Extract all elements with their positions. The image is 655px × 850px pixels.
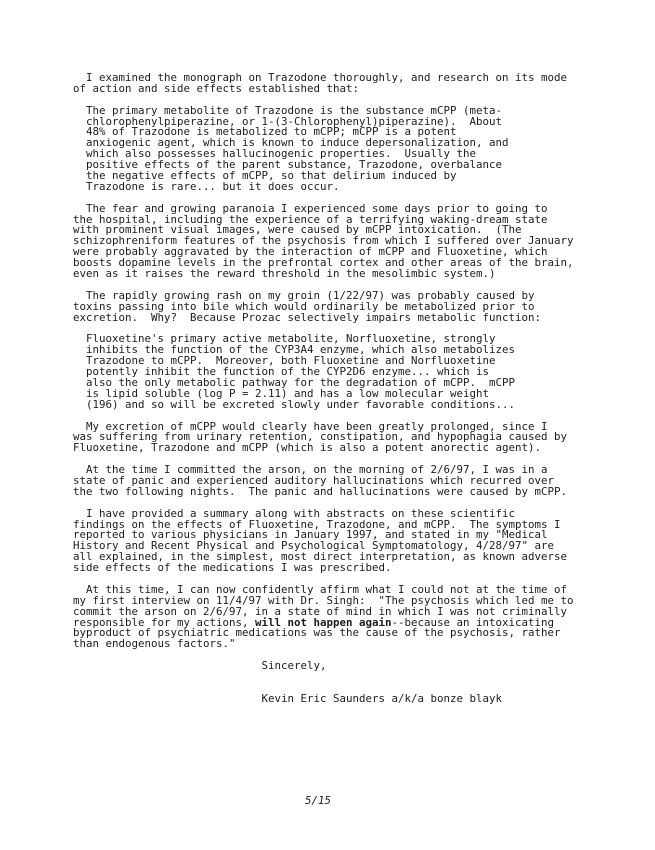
- letter-text: is lipid soluble (log P = 2.11) and has a low molecular weight: [73, 386, 490, 400]
- letter-text: I have provided a summary along with abstracts on these scientific: [73, 506, 516, 520]
- letter-text: Fluoxetine's primary active metabolite, Norfluoxetine, strongly: [73, 332, 496, 346]
- letter-text: positive effects of the parent substance, Trazodone, overbalance: [73, 158, 503, 172]
- letter-text: commit the arson on 2/6/97, in a state of mind in which I was not criminally: [73, 604, 568, 618]
- letter-text: inhibits the function of the CYP3A4 enzyme, which also metabolizes: [73, 343, 516, 357]
- letter-line: [73, 81, 574, 95]
- letter-text: At the time I committed the arson, on the morning of 2/6/97, I was in a: [73, 463, 548, 477]
- letter-text: than endogenous factors.": [73, 637, 236, 651]
- letter-text: my first interview on 11/4/97 with Dr. Singh: "The psychosis which led me to: [73, 593, 574, 607]
- letter-line: [73, 484, 574, 498]
- letter-text: Kevin Eric Saunders a/k/a bonze blayk: [73, 691, 503, 705]
- letter-text: the negative effects of mCPP, so that delirium induced by: [73, 169, 457, 183]
- letter-line: [73, 310, 574, 324]
- letter-text: findings on the effects of Fluoxetine, Trazodone, and mCPP. The symptoms I: [73, 517, 561, 531]
- letter-line: [73, 639, 574, 650]
- letter-line: [73, 179, 574, 193]
- letter-text: were probably aggravated by the interaction of mCPP and Fluoxetine, which: [73, 245, 548, 259]
- letter-text: was suffering from urinary retention, constipation, and hypophagia caused by: [73, 430, 568, 444]
- letter-text: History and Recent Physical and Psychological Symptomatology, 4/28/97" are: [73, 539, 555, 553]
- letter-text: potently inhibit the function of the CYP2D6 enzyme... which is: [73, 365, 490, 379]
- letter-text: My excretion of mCPP would clearly have been greatly prolonged, since I: [73, 419, 548, 433]
- letter-body: [73, 73, 574, 705]
- letter-text: boosts dopamine levels in the prefrontal cortex and other areas of the brain,: [73, 256, 574, 270]
- letter-line: [73, 672, 574, 683]
- letter-text: 48% of Trazodone is metabolized to mCPP; mCPP is a potent: [73, 125, 457, 139]
- letter-text: responsible for my actions,: [73, 615, 256, 629]
- letter-text: state of panic and experienced auditory hallucinations which recurred over: [73, 473, 555, 487]
- letter-text: The fear and growing paranoia I experienced some days prior to going to: [73, 201, 548, 215]
- letter-text: toxins passing into bile which would ordinarily be metabolized prior to: [73, 299, 535, 313]
- letter-text: byproduct of psychiatric medications was the cause of the psychosis, rather: [73, 626, 561, 640]
- letter-text: reported to various physicians in January 1997, and stated in my "Medical: [73, 528, 548, 542]
- emphasized-text: will not happen again: [255, 615, 392, 629]
- letter-text: the two following nights. The panic and hallucinations were caused by mCPP.: [73, 484, 568, 498]
- letter-line: [73, 563, 574, 574]
- letter-text: anxiogenic agent, which is known to induce depersonalization, and: [73, 136, 509, 150]
- letter-text: all explained, in the simplest, most direct interpretation, as known adverse: [73, 550, 568, 564]
- letter-text: even as it raises the reward threshold in the mesolimbic system.): [73, 267, 496, 281]
- letter-text: I examined the monograph on Trazodone thoroughly, and research on its mode: [73, 71, 568, 84]
- letter-line: [73, 661, 574, 672]
- letter-text: Trazodone is rare... but it does occur.: [73, 179, 340, 193]
- letter-line: [73, 397, 574, 411]
- letter-text: of action and side effects established that:: [73, 81, 360, 95]
- letter-text: Fluoxetine, Trazodone and mCPP (which is also a potent anorectic agent).: [73, 441, 542, 455]
- letter-text: which also possesses hallucinogenic properties. Usually the: [73, 147, 477, 161]
- letter-text: At this time, I can now confidently affirm what I could not at the time of: [73, 582, 568, 596]
- letter-line: [73, 269, 574, 280]
- letter-text: with prominent visual images, were caused by mCPP intoxication. (The: [73, 223, 522, 237]
- letter-text: side effects of the medications I was prescribed.: [73, 561, 392, 575]
- letter-text: Sincerely,: [73, 659, 327, 673]
- letter-text: (196) and so will be excreted slowly under favorable conditions...: [73, 397, 516, 411]
- letter-text: schizophreniform features of the psychosis from which I suffered over January: [73, 234, 574, 248]
- letter-text: --because an intoxicating: [391, 615, 555, 629]
- letter-text: excretion. Why? Because Prozac selectively impairs metabolic function:: [73, 310, 542, 324]
- letter-text: also the only metabolic pathway for the degradation of mCPP. mCPP: [73, 375, 516, 389]
- letter-line: [73, 691, 574, 705]
- letter-line: [73, 443, 574, 454]
- letter-text: chlorophenylpiperazine, or 1-(3-Chlorophenyl)piperazine). About: [73, 114, 503, 128]
- letter-text: the hospital, including the experience of a terrifying waking-dream state: [73, 212, 548, 226]
- page-number: 5/15: [305, 794, 332, 807]
- letter-text: Trazodone to mCPP. Moreover, both Fluoxetine and Norfluoxetine: [73, 354, 496, 368]
- letter-text: The primary metabolite of Trazodone is the substance mCPP (meta-: [73, 103, 503, 117]
- letter-text: The rapidly growing rash on my groin (1/22/97) was probably caused by: [73, 288, 535, 302]
